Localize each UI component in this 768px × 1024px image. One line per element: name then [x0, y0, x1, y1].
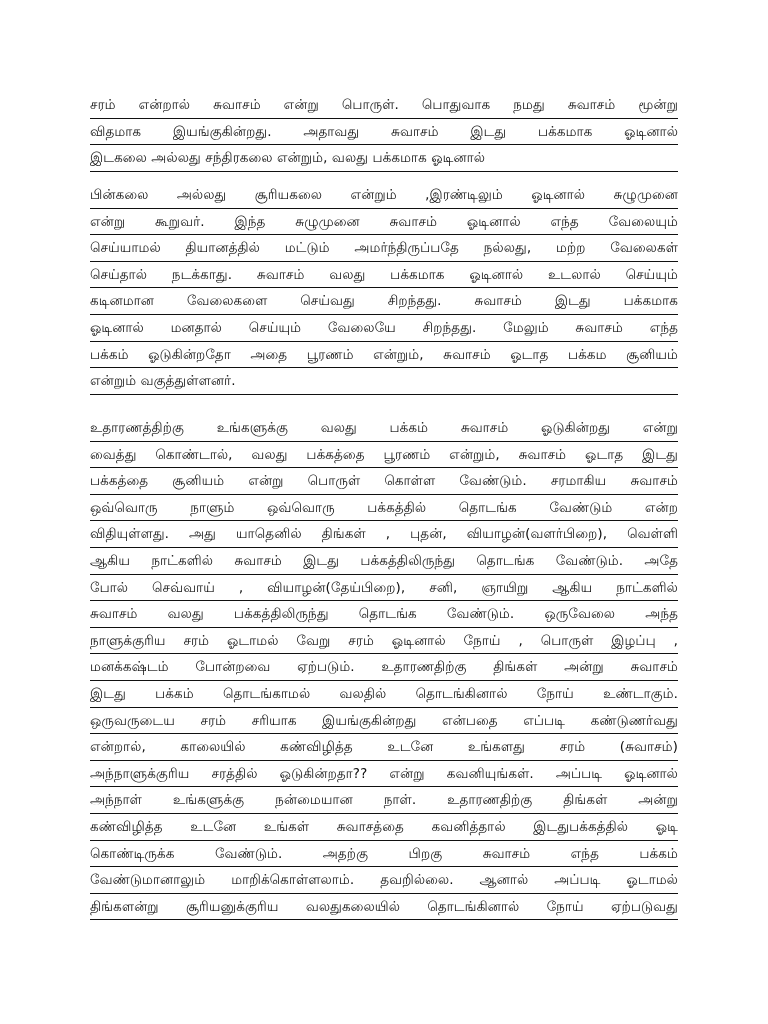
text-line: வேண்டுமானாலும் மாறிக்கொள்ளலாம். தவறில்லை. ஆனால் அப்படி ஓடாமல்	[90, 867, 678, 894]
text-line: பக்கத்தை சூனியம் என்று பொருள் கொள்ள வேண்டும். சரமாகிய சுவாசம்	[90, 468, 678, 495]
text-line: ஆகிய நாட்களில் சுவாசம் இடது பக்கத்திலிருந்து தொடங்க வேண்டும். அதே	[90, 548, 678, 575]
text-line: அந்நாள் உங்களுக்கு நன்மையான நாள். உதாரணதிற்கு திங்கள் அன்று	[90, 787, 678, 814]
text-line: என்றால், காலையில் கண்விழித்த உடனே உங்களது சரம் (சுவாசம்)	[90, 734, 678, 761]
paragraph-3	[90, 415, 678, 920]
text-line: மனக்கஷ்டம் போன்றவை ஏற்படும். உதாரணதிற்கு திங்கள் அன்று சுவாசம்	[90, 654, 678, 681]
text-line: சரம் என்றால் சுவாசம் என்று பொருள். பொதுவாக நமது சுவாசம் மூன்று	[90, 92, 678, 119]
text-line: ஒவ்வொரு நாளும் ஒவ்வொரு பக்கத்தில் தொடங்க வேண்டும் என்ற	[90, 495, 678, 522]
paragraph-1	[90, 92, 678, 172]
text-line: நாளுக்குரிய சரம் ஓடாமல் வேறு சரம் ஓடினால் நோய் , பொருள் இழப்பு ,	[90, 628, 678, 655]
text-line: ஒருவருடைய சரம் சரியாக இயங்குகின்றது என்பதை எப்படி கண்டுணர்வது	[90, 708, 678, 735]
text-line: வைத்து கொண்டால், வலது பக்கத்தை பூரணம் என்றும், சுவாசம் ஓடாத இடது	[90, 442, 678, 469]
text-line: என்றும் வகுத்துள்ளனர்.	[90, 368, 678, 395]
text-line: கடினமான வேலைகளை செய்வது சிறந்தது. சுவாசம் இடது பக்கமாக	[90, 288, 678, 315]
text-line: விதமாக இயங்குகின்றது. அதாவது சுவாசம் இடது பக்கமாக ஓடினால்	[90, 119, 678, 146]
text-line: இடகலை அல்லது சந்திரகலை என்றும், வலது பக்கமாக ஓடினால்	[90, 145, 678, 172]
text-line: அந்நாளுக்குரிய சரத்தில் ஓடுகின்றதா?? என்று கவனியுங்கள். அப்படி ஓடினால்	[90, 761, 678, 788]
text-line: திங்களன்று சூரியனுக்குரிய வலதுகலையில் தொடங்கினால் நோய் ஏற்படுவது	[90, 894, 678, 921]
text-line: என்று கூறுவர். இந்த சுழுமுனை சுவாசம் ஓடினால் எந்த வேலையும்	[90, 209, 678, 236]
text-line: செய்யாமல் தியானத்தில் மட்டும் அமர்ந்திருப்பதே நல்லது, மற்ற வேலைகள்	[90, 235, 678, 262]
text-line: உதாரணத்திற்கு உங்களுக்கு வலது பக்கம் சுவாசம் ஓடுகின்றது என்று	[90, 415, 678, 442]
text-line: கொண்டிருக்க வேண்டும். அதற்கு பிறகு சுவாசம் எந்த பக்கம்	[90, 841, 678, 868]
text-line: இடது பக்கம் தொடங்காமல் வலதில் தொடங்கினால் நோய் உண்டாகும்.	[90, 681, 678, 708]
text-line: பக்கம் ஓடுகின்றதோ அதை பூரணம் என்றும், சுவாசம் ஓடாத பக்கம சூனியம்	[90, 342, 678, 369]
text-line: பின்கலை அல்லது சூரியகலை என்றும் ,இரண்டிலும் ஓடினால் சுழுமுனை	[90, 182, 678, 209]
text-line: விதியுள்ளது. அது யாதெனில் திங்கள் , புதன், வியாழன்(வளர்பிறை), வெள்ளி	[90, 521, 678, 548]
text-line: கண்விழித்த உடனே உங்கள் சுவாசத்தை கவனித்தால் இடதுபக்கத்தில் ஓடி	[90, 814, 678, 841]
paragraph-2	[90, 182, 678, 395]
text-line: ஓடினால் மனதால் செய்யும் வேலையே சிறந்தது. மேலும் சுவாசம் எந்த	[90, 315, 678, 342]
text-line: சுவாசம் வலது பக்கத்திலிருந்து தொடங்க வேண்டும். ஒருவேலை அந்த	[90, 601, 678, 628]
text-line: செய்தால் நடக்காது. சுவாசம் வலது பக்கமாக ஓடினால் உடலால் செய்யும்	[90, 262, 678, 289]
text-line: போல் செவ்வாய் , வியாழன்(தேய்பிறை), சனி, ஞாயிறு ஆகிய நாட்களில்	[90, 575, 678, 602]
